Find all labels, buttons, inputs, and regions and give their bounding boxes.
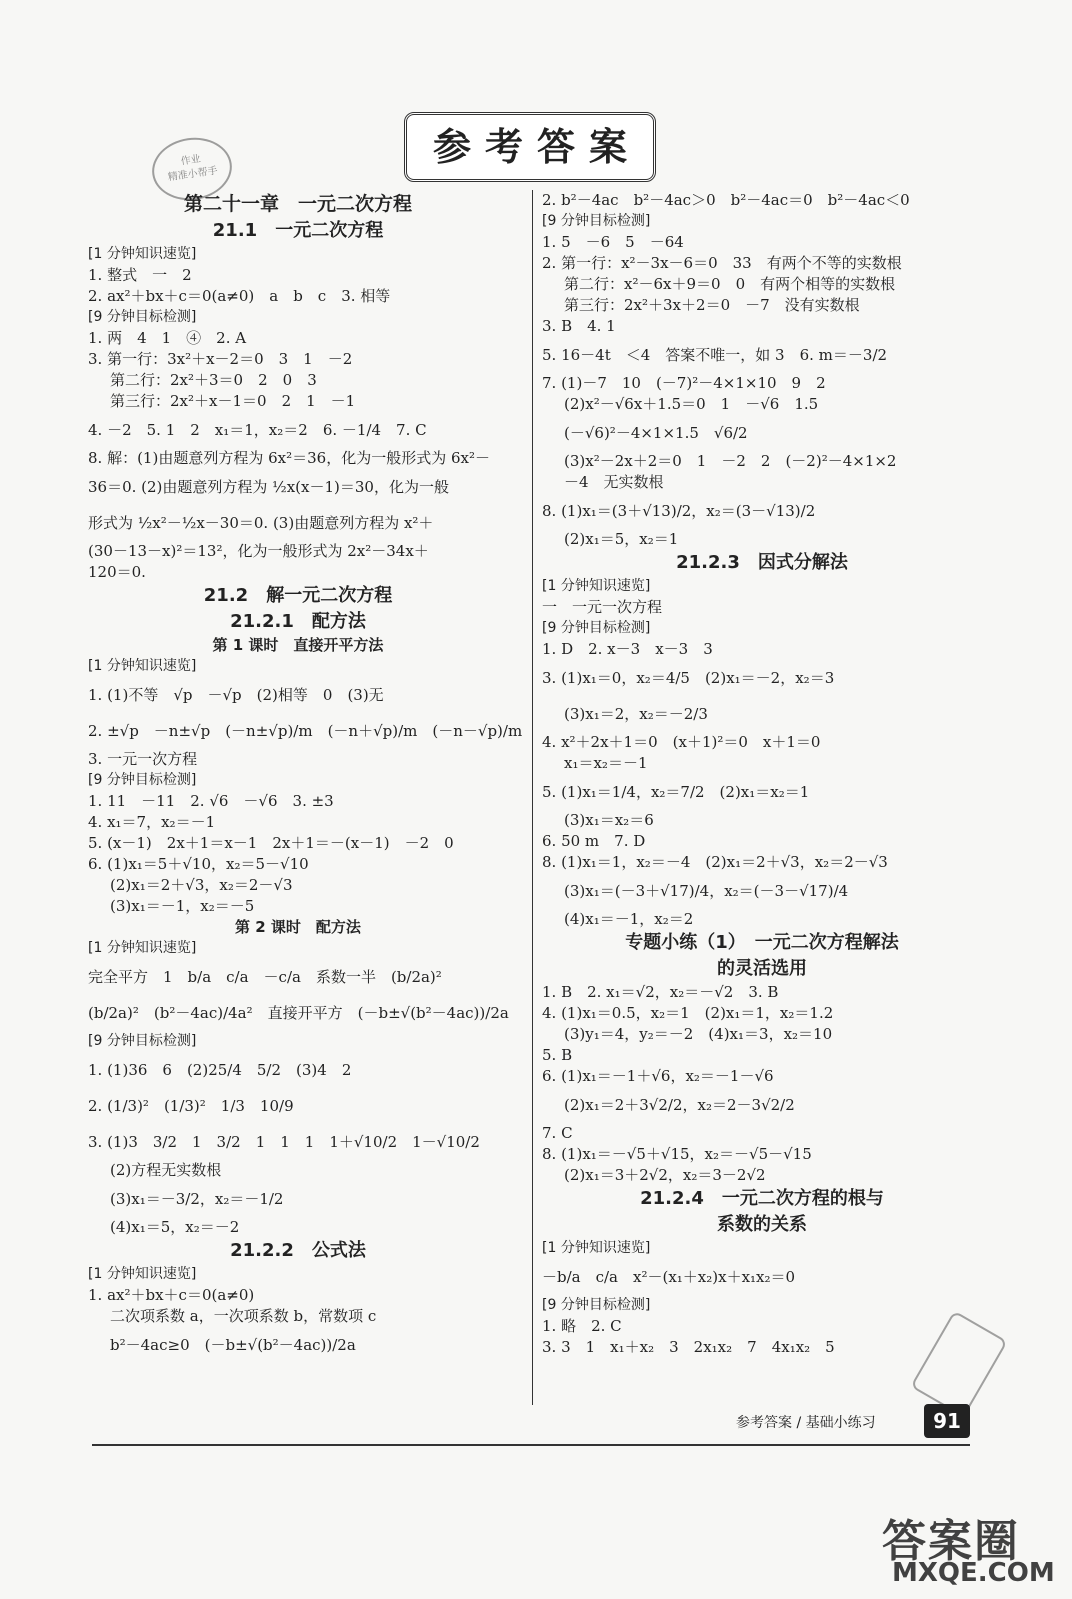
left-line: 1. 两 4 1 ④ 2. A	[88, 329, 247, 347]
left-line: 21.1 一元二次方程	[212, 220, 384, 241]
right-line: 3. 3 1 x₁＋x₂ 3 2x₁x₂ 7 4x₁x₂ 5	[542, 1338, 835, 1356]
left-line: 2. ±√p －n±√p (－n±√p)/m (－n＋√p)/m (－n－√p)/m	[88, 722, 523, 740]
left-line: [1 分钟知识速览]	[88, 246, 197, 262]
left-line: [1 分钟知识速览]	[88, 658, 197, 674]
left-line: 第三行：2x²＋x－1＝0 2 1 －1	[110, 392, 356, 410]
left-line: b²－4ac≥0 (－b±√(b²－4ac))/2a	[110, 1336, 356, 1354]
right-line: x₁＝x₂＝－1	[564, 754, 648, 772]
right-line: 5. B	[542, 1046, 573, 1064]
right-line: [9 分钟目标检测]	[542, 620, 651, 636]
right-line: [1 分钟知识速览]	[542, 578, 651, 594]
right-line: (3)x₁＝x₂＝6	[564, 811, 654, 829]
right-line: (2)x²－√6x＋1.5＝0 1 －√6 1.5	[564, 395, 819, 413]
right-line: 第二行：x²－6x＋9＝0 0 有两个相等的实数根	[564, 275, 896, 293]
right-line: 8. (1)x₁＝1，x₂＝－4 (2)x₁＝2＋√3，x₂＝2－√3	[542, 853, 888, 871]
left-line: 2. (1/3)² (1/3)² 1/3 10/9	[88, 1097, 294, 1115]
left-line: 21.2 解一元二次方程	[203, 585, 393, 606]
left-line: 4. －2 5. 1 2 x₁＝1，x₂＝2 6. －1/4 7. C	[88, 421, 427, 439]
watermark-url: MXQE.COM	[892, 1558, 1055, 1588]
left-line: [1 分钟知识速览]	[88, 940, 197, 956]
right-line: 8. (1)x₁＝－√5＋√15，x₂＝－√5－√15	[542, 1145, 812, 1163]
left-line: 第 2 课时 配方法	[235, 918, 361, 936]
left-line: 4. x₁＝7，x₂＝－1	[88, 813, 216, 831]
right-line: 第三行：2x²＋3x＋2＝0 －7 没有实数根	[564, 296, 860, 314]
left-line: (2)方程无实数根	[110, 1161, 222, 1179]
right-line: (2)x₁＝5，x₂＝1	[564, 530, 679, 548]
right-line: 1. B 2. x₁＝√2，x₂＝－√2 3. B	[542, 983, 779, 1001]
left-line: 2. ax²＋bx＋c＝0(a≠0) a b c 3. 相等	[88, 287, 391, 305]
right-line: [9 分钟目标检测]	[542, 1297, 651, 1313]
left-line: 1. (1)不等 √p －√p (2)相等 0 (3)无	[88, 686, 384, 704]
left-line: 1. ax²＋bx＋c＝0(a≠0)	[88, 1286, 255, 1304]
right-line: (4)x₁＝－1，x₂＝2	[564, 910, 694, 928]
left-column	[88, 190, 523, 1363]
right-line: －b/a c/a x²－(x₁＋x₂)x＋x₁x₂＝0	[542, 1268, 796, 1286]
right-line: 3. B 4. 1	[542, 317, 616, 335]
right-line: [9 分钟目标检测]	[542, 213, 651, 229]
left-line: 36＝0. (2)由题意列方程为 ½x(x－1)＝30，化为一般	[88, 478, 449, 496]
right-line: (3)x₁＝(－3＋√17)/4，x₂＝(－3－√17)/4	[564, 882, 849, 900]
left-line: 8. 解：(1)由题意列方程为 6x²＝36，化为一般形式为 6x²－	[88, 449, 490, 467]
left-line: 3. (1)3 3/2 1 3/2 1 1 1 1＋√10/2 1－√10/2	[88, 1133, 480, 1151]
left-line: 完全平方 1 b/a c/a －c/a 系数一半 (b/2a)²	[88, 968, 442, 986]
right-line: －4 无实数根	[564, 473, 664, 491]
right-line: 3. (1)x₁＝0，x₂＝4/5 (2)x₁＝－2，x₂＝3	[542, 669, 835, 687]
left-line: (3)x₁＝－1，x₂＝－5	[110, 897, 255, 915]
right-line: 21.2.3 因式分解法	[676, 552, 848, 573]
page-title: 参考答案	[432, 125, 641, 169]
right-line: (3)x₁＝2，x₂＝－2/3	[564, 705, 708, 723]
left-line: (2)x₁＝2＋√3，x₂＝2－√3	[110, 876, 293, 894]
left-line: 1. (1)36 6 (2)25/4 5/2 (3)4 2	[88, 1061, 352, 1079]
right-line: 8. (1)x₁＝(3＋√13)/2，x₂＝(3－√13)/2	[542, 502, 816, 520]
left-line: 3. 一元一次方程	[88, 750, 198, 768]
right-line: [1 分钟知识速览]	[542, 1240, 651, 1256]
left-line: (30－13－x)²＝13²，化为一般形式为 2x²－34x＋	[88, 542, 429, 560]
right-line: 1. 5 －6 5 －64	[542, 233, 684, 251]
right-line: (－√6)²－4×1×1.5 √6/2	[564, 424, 748, 442]
watermark-text: 答案圈	[882, 1516, 1020, 1567]
page-number: 91	[924, 1404, 970, 1438]
left-line: [9 分钟目标检测]	[88, 1033, 197, 1049]
right-line: 7. C	[542, 1124, 573, 1142]
footer-text: 参考答案 / 基础小练习	[736, 1415, 876, 1431]
left-line: 第二十一章 一元二次方程	[183, 193, 412, 215]
left-line: 5. (x－1) 2x＋1＝x－1 2x＋1＝－(x－1) －2 0	[88, 834, 454, 852]
left-line: 形式为 ½x²－½x－30＝0. (3)由题意列方程为 x²＋	[88, 514, 434, 532]
right-line: (2)x₁＝3＋2√2，x₂＝3－2√2	[564, 1166, 766, 1184]
left-line: 1. 整式 一 2	[88, 266, 192, 284]
right-line: 6. 50 m 7. D	[542, 832, 646, 850]
right-line: 系数的关系	[717, 1214, 807, 1235]
right-line: 7. (1)－7 10 (－7)²－4×1×10 9 2	[542, 374, 826, 392]
left-line: 3. 第一行：3x²＋x－2＝0 3 1 －2	[88, 350, 353, 368]
left-line: (4)x₁＝5，x₂＝－2	[110, 1218, 240, 1236]
left-line: 21.2.1 配方法	[230, 611, 366, 632]
left-line: 第 1 课时 直接开平方法	[212, 636, 384, 654]
stamp-logo: 作业 精准小帮手	[148, 133, 236, 206]
left-line: 二次项系数 a，一次项系数 b，常数项 c	[110, 1307, 377, 1325]
left-line: (3)x₁＝－3/2，x₂＝－1/2	[110, 1190, 284, 1208]
right-line: 2. b²－4ac b²－4ac＞0 b²－4ac＝0 b²－4ac＜0	[542, 191, 910, 209]
left-line: [1 分钟知识速览]	[88, 1266, 197, 1282]
right-line: 4. (1)x₁＝0.5，x₂＝1 (2)x₁＝1，x₂＝1.2	[542, 1004, 834, 1022]
right-line: 21.2.4 一元二次方程的根与	[640, 1188, 884, 1209]
right-line: 4. x²＋2x＋1＝0 (x＋1)²＝0 x＋1＝0	[542, 733, 821, 751]
footer-divider	[92, 1444, 970, 1446]
right-line: 的灵活选用	[717, 958, 807, 979]
left-line: 第二行：2x²＋3＝0 2 0 3	[110, 371, 317, 389]
page-title-box	[404, 112, 656, 182]
right-column	[542, 190, 982, 1358]
right-line: 5. (1)x₁＝1/4，x₂＝7/2 (2)x₁＝x₂＝1	[542, 783, 810, 801]
right-line: (3)x²－2x＋2＝0 1 －2 2 (－2)²－4×1×2	[564, 452, 897, 470]
right-line: 1. 略 2. C	[542, 1317, 622, 1335]
left-line: 120＝0.	[88, 563, 146, 581]
left-line: 21.2.2 公式法	[230, 1240, 366, 1261]
left-line: 6. (1)x₁＝5＋√10，x₂＝5－√10	[88, 855, 309, 873]
right-line: 6. (1)x₁＝－1＋√6，x₂＝－1－√6	[542, 1067, 774, 1085]
column-divider	[532, 190, 533, 1405]
right-line: 2. 第一行：x²－3x－6＝0 33 有两个不等的实数根	[542, 254, 902, 272]
right-line: 5. 16－4t ＜4 答案不唯一，如 3 6. m＝－3/2	[542, 346, 888, 364]
right-line: (3)y₁＝4，y₂＝－2 (4)x₁＝3，x₂＝10	[564, 1025, 833, 1043]
right-line: 专题小练（1） 一元二次方程解法	[625, 932, 899, 953]
right-line: (2)x₁＝2＋3√2/2，x₂＝2－3√2/2	[564, 1096, 795, 1114]
right-line: 1. D 2. x－3 x－3 3	[542, 640, 713, 658]
right-line: 一 一元一次方程	[542, 598, 663, 616]
left-line: [9 分钟目标检测]	[88, 772, 197, 788]
left-line: (b/2a)² (b²－4ac)/4a² 直接开平方 (－b±√(b²－4ac))/2a	[88, 1004, 509, 1022]
left-line: 1. 11 －11 2. √6 －√6 3. ±3	[88, 792, 334, 810]
left-line: [9 分钟目标检测]	[88, 309, 197, 325]
